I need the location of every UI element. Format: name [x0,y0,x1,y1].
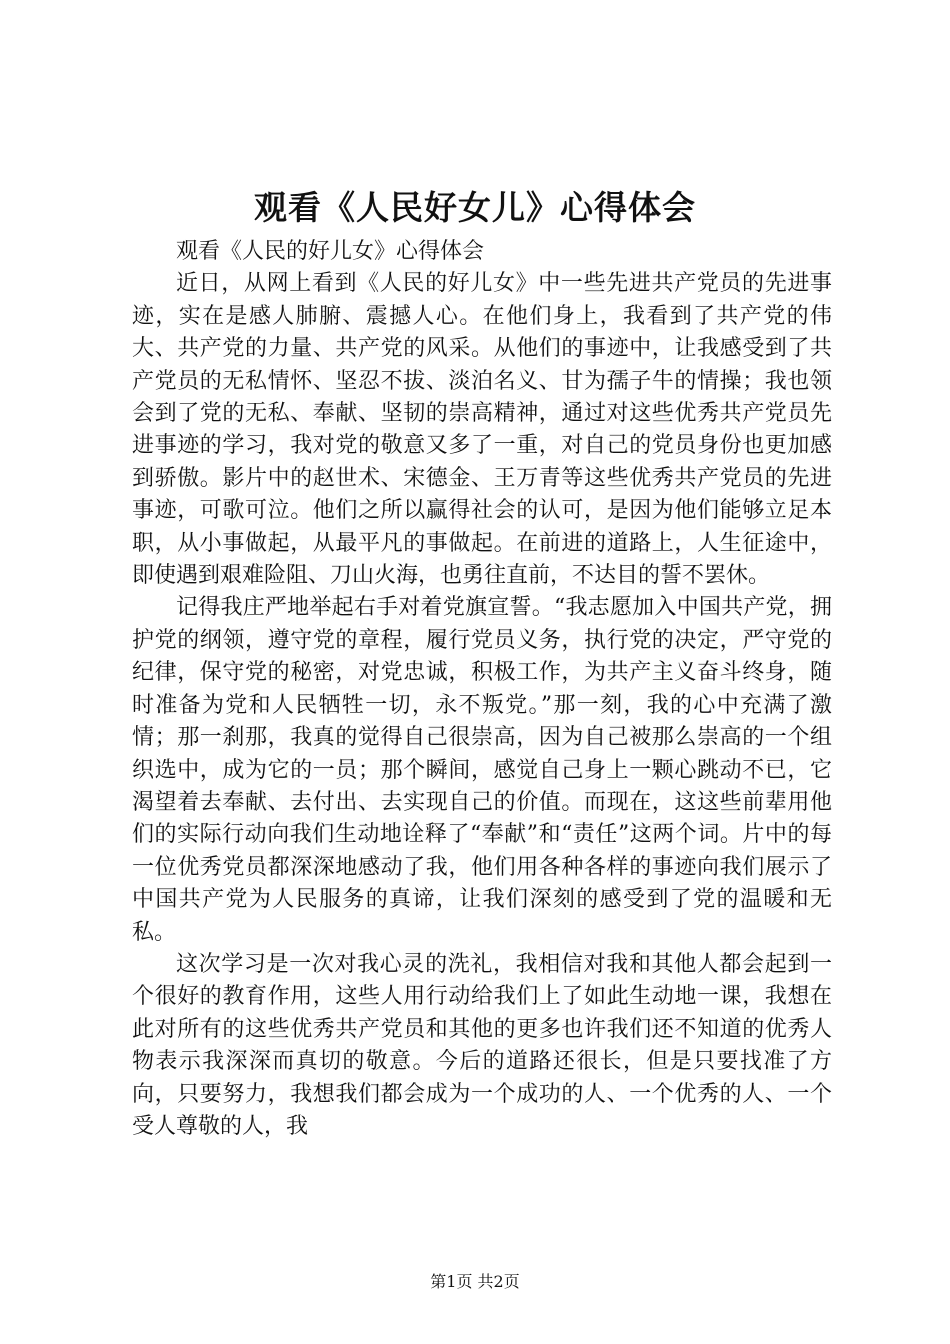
body-paragraph: 记得我庄严地举起右手对着党旗宣誓。“我志愿加入中国共产党，拥护党的纲领，遵守党的章程，履行党员义务，执行党的决定，严守党的纪律，保守党的秘密，对党忠诚，积极工作，为共产主义奋斗终身，随时准备为党和人民牺牲一切，永不叛党。”那一刻，我的心中充满了激情；那一刹那，我真的觉得自己很崇高，因为自己被那么崇高的一个组织选中，成为它的一员；那个瞬间，感觉自己身上一颗心跳动不已，它渴望着去奉献、去付出、去实现自己的价值。而现在，这这些前辈用他们的实际行动向我们生动地诠释了“奉献”和“责任”这两个词。片中的每一位优秀党员都深深地感动了我，他们用各种各样的事迹向我们展示了中国共产党为人民服务的真谛，让我们深刻的感受到了党的温暖和无私。 [132,595,832,945]
body-paragraph: 这次学习是一次对我心灵的洗礼，我相信对我和其他人都会起到一个很好的教育作用，这些人用行动给我们上了如此生动地一课，我想在此对所有的这些优秀共产党员和其他的更多也许我们还不知道的优秀人物表示我深深而真切的敬意。今后的道路还很长，但是只要找准了方向，只要努力，我想我们都会成为一个成功的人、一个优秀的人、一个受人尊敬的人，我 [132,951,832,1139]
subtitle-paragraph: 观看《人民的好儿女》心得体会 [176,239,485,264]
document-body [132,236,832,1143]
page-number: 第1页 共2页 [430,1272,520,1291]
body-paragraph: 近日，从网上看到《人民的好儿女》中一些先进共产党员的先进事迹，实在是感人肺腑、震撼人心。在他们身上，我看到了共产党的伟大、共产党的力量、共产党的风采。从他们的事迹中，让我感受到了共产党员的无私情怀、坚忍不拔、淡泊名义、甘为孺子牛的情操；我也领会到了党的无私、奉献、坚韧的崇高精神，通过对这些优秀共产党员先进事迹的学习，我对党的敬意又多了一重，对自己的党员身份也更加感到骄傲。影片中的赵世术、宋德金、王万青等这些优秀共产党员的先进事迹，可歌可泣。他们之所以赢得社会的认可，是因为他们能够立足本职，从小事做起，从最平凡的事做起。在前进的道路上，人生征途中，即使遇到艰难险阻、刀山火海，也勇往直前，不达目的誓不罢休。 [132,271,832,589]
document-title: 观看《人民好女儿》心得体会 [254,188,696,227]
